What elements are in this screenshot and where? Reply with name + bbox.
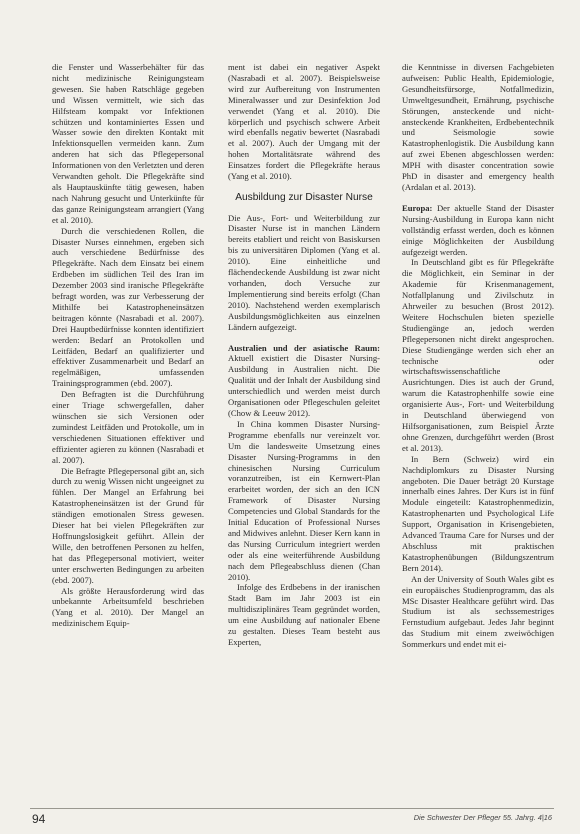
paragraph: [402, 203, 554, 258]
paragraph: Als größte Herausforderung wird das unbekannte Arbeitsumfeld beschrieben (Yang et al. 2010). Der Mangel an medizinischem Equip-: [52, 585, 204, 629]
paragraph: ment ist dabei ein negativer Aspekt (Nasrabadi et al. 2007). Beispielsweise wird zur Aufbereitung von Instrumenten Mineralwasser und zur Desinfektion Jod verwendet (Yang et al. 2010). Die körperlich und psychisch schwere Arbeit wird ebenfalls negativ bewertet (Nasrabadi et al. 2007). Auch der Umgang mit der hohen Mortalitätsrate während des Einsatzes fordert die Pflegekräfte heraus (Yang et al. 2010).: [228, 62, 380, 182]
paragraph: [228, 343, 380, 419]
paragraph-text: Aktuell existiert die Disaster Nursing-Ausbildung in Australien nicht. Die Qualität und der Inhalt der Ausbildung sind unterschiedlich und werden meist durch Organisationen oder Pflegeschulen geleitet (Chow & Leeuw 2012).: [228, 353, 380, 418]
text-column-1: [52, 62, 204, 629]
subheading: Europa:: [402, 202, 433, 213]
paragraph: Infolge des Erdbebens in der iranischen Stadt Bam im Jahr 2003 ist ein multidisziplinäres Team gegründet worden, um eine Ausbildung auf nationaler Ebene zu gestalten. Dieses Team besteht aus Experten,: [228, 582, 380, 647]
paragraph: In Bern (Schweiz) wird ein Nachdiplomkurs zu Disaster Nursing angeboten. Die Dauer beträgt 20 Kurstage innerhalb eines Jahres. Der Kurs ist in fünf Module eingeteilt: Katastrophenmedizin, Katastrophenarten und Psychological Life Support, Organisation in Krisengebieten, Advanced Trauma Care for Nurses und der Abschluss mit praktischen Katastrophenübungen (Bildungszentrum Bern 2014).: [402, 453, 554, 573]
page-number: 94: [32, 812, 46, 826]
footer-divider: [30, 808, 554, 809]
paragraph: In Deutschland gibt es für Pflegekräfte die Möglichkeit, ein Seminar in der Akademie für Krisenmanagement, Notfallplanung und Zivilschutz in Ahrweiler zu besuchen (Brost 2012). Weitere Hochschulen bieten spezielle Studiengänge an, jedoch werden Pflegepersonen nicht direkt angesprochen. Diese Studiengänge werden sich eher an technische oder wirtschaftswissenschaftliche Ausrichtungen. Dies ist auch der Grund, warum die Katastrophenhilfe sowie eine organisierte Aus-, Fort- und Weiterbildung in Deutschland überwiegend von Hilfsorganisationen, zum Beispiel Ärzte ohne Grenzen, durchgeführt werden (Brost et al. 2013).: [402, 257, 554, 453]
paragraph: die Kenntnisse in diversen Fachgebieten aufweisen: Public Health, Epidemiologie, Gesundheitsfürsorge, Notfallmedizin, Umweltgesundheit, Ernährung, psychische Störungen, ansteckende und nicht-ansteckende Krankheiten, Erdbebentechnik und Seismologie sowie Katastrophenlogistik. Die Ausbildung kann auf zwei Ebenen abgeschlossen werden: MPH with disaster concentration sowie PhD in disaster and emergency health (Ardalan et al. 2013).: [402, 62, 554, 192]
paragraph: die Fenster und Wasserbehälter für das nicht medizinische Reinigungsteam gewesen. Sie haben Ratschläge gegeben und Wissen vermittelt, wie sich das Hilfsteam kompakt vor Infektionen schützen und kontaminiertes Essen und Wasser sowie den direkten Kontakt mit Infektionsquellen vermeiden kann. Zum anderen hat sich das Pflegepersonal Informationen von den Verletzten und deren Verwandten geholt. Die Pflegekräfte sind als Hauptauskünfte tätig gewesen, haben nach Nahrung gesucht und Unterkünfte für das ganze Reinigungsteam arrangiert (Yang et al. 2010).: [52, 62, 204, 225]
paragraph: Durch die verschiedenen Rollen, die Disaster Nurses einnehmen, ergeben sich auch verschiedene Bedürfnisse des Pflegekräfte. Nach dem Einsatz bei einem Erdbeben im südlichen Teil des Iran im Dezember 2003 sind iranische Pflegekräfte befragt worden, was zur Verbesserung der Mithilfe bei Katastropheneinsätzen beitragen könnte (Nasrabadi et al. 2007). Drei Hauptbedürfnisse konnten identifiziert werden: Bedarf an Protokollen und Leitfäden, Bedarf an qualifizierter und effektiver Zusammenarbeit und Bedarf an regelmäßigen, umfassenden Trainingsprogrammen (ebd. 2007).: [52, 225, 204, 389]
paragraph: An der University of South Wales gibt es ein europäisches Studienprogramm, das als MSc Disaster Healthcare geführt wird. Das Studium ist als sechssemestriges Fernstudium aufgebaut. Jedes Jahr beginnt das Studium mit einem zweiwöchigen Sommerkurs und endet mit ei-: [402, 573, 554, 650]
subheading: Australien und der asiatische Raum:: [228, 342, 380, 353]
running-footer: Die Schwester Der Pfleger 55. Jahrg. 4|16: [413, 813, 552, 822]
section-heading: Ausbildung zur Disaster Nurse: [235, 191, 373, 203]
paragraph: Die Befragte Pflegepersonal gibt an, sich durch zu wenig Wissen nicht ungeeignet zu fühlen. Der Mangel an Erfahrung bei Katastropheneinsätzen ist der Grund für ständigen emotionalen Stress gewesen. Dieser hat bei vielen Pflegekräften zur Hoffnungslosigkeit geführt. Allein der Wille, den betroffenen Personen zu helfen, hat das Pflegepersonal motiviert, weiter unter erschwerten Bedingungen zu arbeiten (ebd. 2007).: [52, 465, 204, 585]
paragraph-text: Der aktuelle Stand der Disaster Nursing-Ausbildung in Europa kann nicht vollständig erfasst werden, doch es können einige Möglichkeiten der Ausbildung aufgezeigt werden.: [402, 202, 554, 257]
paragraph: In China kommen Disaster Nursing-Programme ebenfalls nur vereinzelt vor. Um die landesweite Umsetzung eines Disaster Nursing-Programms in den chinesischen Nursing Curriculum voranzutreiben, ist ein Kernwert-Plan erarbeitet worden, der sich an den ICN Framework of Disaster Nursing Competencies und Global Standards for the Initial Education of Professional Nurses and Midwives anlehnt. Dieser Kern kann in das Nursing Curriculum integriert werden oder als eine weiterführende Ausbildung nach dem Pflegeabschluss dienen (Chan 2010).: [228, 418, 380, 582]
text-column-3: [402, 62, 554, 650]
paragraph: Die Aus-, Fort- und Weiterbildung zur Disaster Nurse ist in manchen Ländern bereits etabliert und reicht von Basiskursen bis zu universitären Diplomen (Yang et al. 2010). Eine einheitliche und flächendeckende Ausbildung ist zwar nicht vorhanden, doch Versuche zur Implementierung sind bereits erfolgt (Chan 2010). Nachstehend werden exemplarisch Ausbildungsmöglichkeiten aus einzelnen Ländern aufgezeigt.: [228, 212, 380, 332]
paragraph: Den Befragten ist die Durchführung einer Triage schwergefallen, daher wünschen sie sich Versionen oder zumindest Leitfäden und Protokolle, um in verschiedenen Situationen effektiver und effizienter agieren zu können (Nasrabadi et al. 2007).: [52, 389, 204, 465]
text-column-2: [228, 62, 380, 648]
